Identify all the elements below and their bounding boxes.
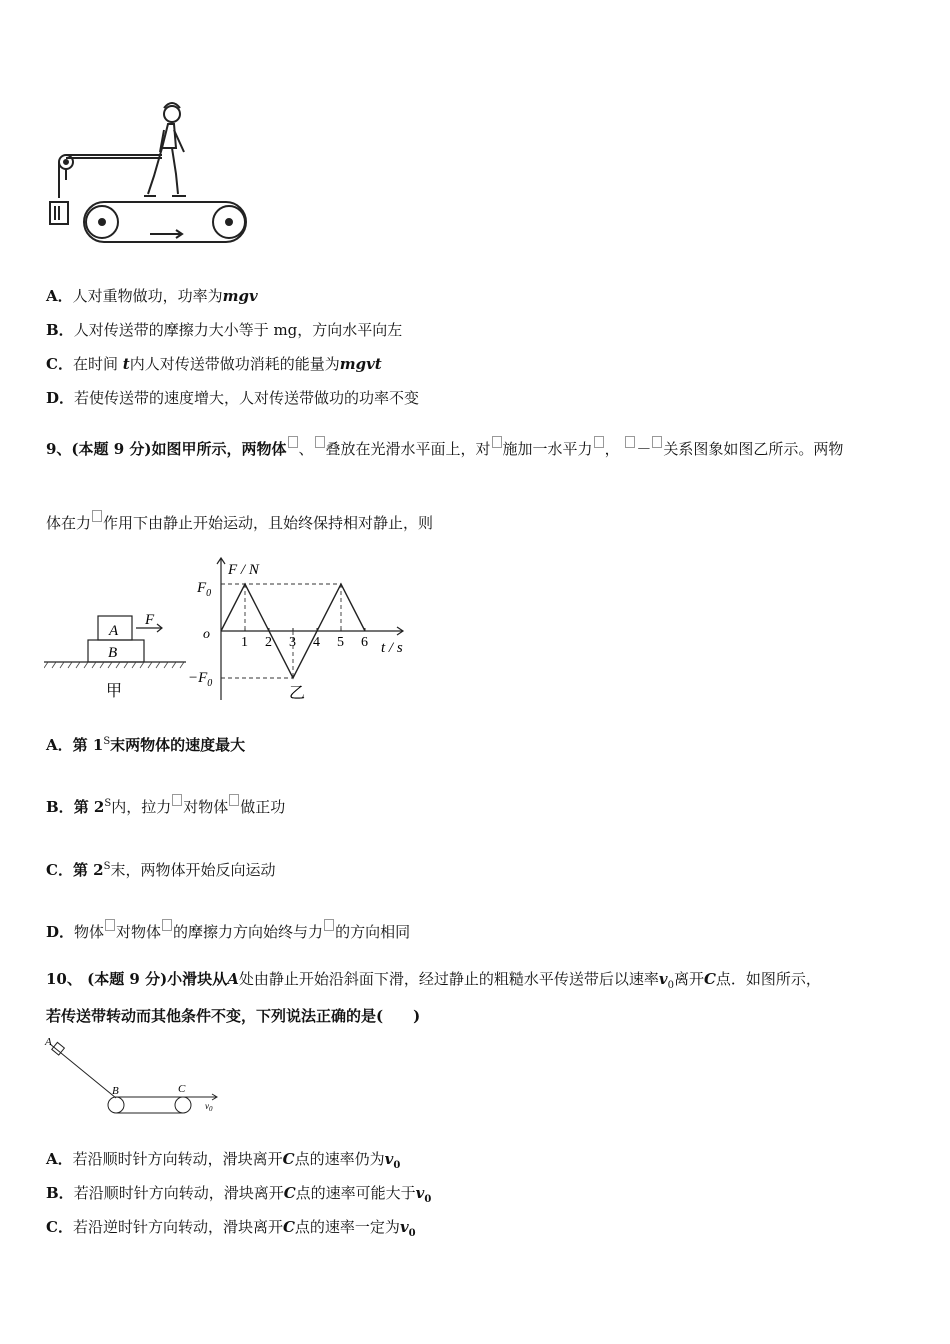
force-label: F [145,612,155,628]
y-axis-label: F / N [228,562,259,578]
q10-option-a: A．若沿顺时针方向转动，滑块离开C点的速率仍为$v_0$ [46,1150,401,1171]
block-b-label: B [108,645,118,661]
y-tick-neg-f0: $-F_0$ [188,670,213,689]
x-tick-label: 6 [361,635,368,650]
figure-caption-yi: 乙 [289,685,306,702]
q9-stem-line2: 体在力 作用下由静止开始运动，且始终保持相对静止，则 [46,510,433,533]
x-tick-label: 3 [289,635,296,650]
q10-stem-line2: 若传送带转动而其他条件不变，下列说法正确的是( ) [46,1007,421,1025]
q9-option-c: C．第 $2^S$末，两物体开始反向运动 [46,861,276,879]
conveyor-person-figure [44,100,254,250]
x-tick-label: 1 [241,635,248,650]
x-tick-label: 4 [313,635,320,650]
q9-figure-jia [44,604,189,704]
figure-caption-jia: 甲 [106,683,123,700]
y-tick-f0: $F_0$ [197,580,212,599]
q8-option-a: A．人对重物做功，功率为mgv [46,287,258,305]
q10-incline-belt-figure [42,1034,232,1120]
q8-option-b: B．人对传送带的摩擦力大小等于 mg，方向水平向左 [46,321,403,339]
q10-stem-line1: 10、 (本题 9 分)小滑块从A处由静止开始沿斜面下滑，经过静止的粗糙水平传送带后以速率$v_0$离开C点．如图所示， [46,970,821,991]
point-c-label: C [178,1083,186,1095]
origin-label: o [203,627,210,642]
q8-option-d: D．若使传送带的速度增大，人对传送带做功的功率不变 [46,389,420,407]
q8-option-c: C．在时间 t内人对传送带做功消耗的能量为mgvt [46,355,382,373]
q9-option-d: D．物体 对物体 的摩擦力方向始终与力 的方向相同 [46,919,410,942]
point-a-label: A [45,1036,52,1048]
q9-option-b: B．第 $2^S$内，拉力 对物体 做正功 [46,794,285,817]
x-axis-label: t / s [381,640,403,656]
q10-option-b: B．若沿顺时针方向转动，滑块离开C点的速率可能大于$v_0$ [46,1184,432,1205]
q10-option-c: C．若沿逆时针方向转动，滑块离开C点的速率一定为$v_0$ [46,1218,416,1239]
q9-chart-yi [188,552,418,704]
q9-option-a: A．第 $1^S$末两物体的速度最大 [46,736,246,754]
block-a-label: A [109,623,119,639]
point-b-label: B [112,1085,119,1097]
x-tick-label: 5 [337,635,344,650]
velocity-label: $v_0$ [205,1101,213,1113]
q9-stem-line1: 9、(本题 9 分)如图甲所示，两物体 、 叠放在光滑水平面上，对 施加一水平力 ， － 关系图象如图乙所示。两物 [46,436,843,459]
x-tick-label: 2 [265,635,272,650]
